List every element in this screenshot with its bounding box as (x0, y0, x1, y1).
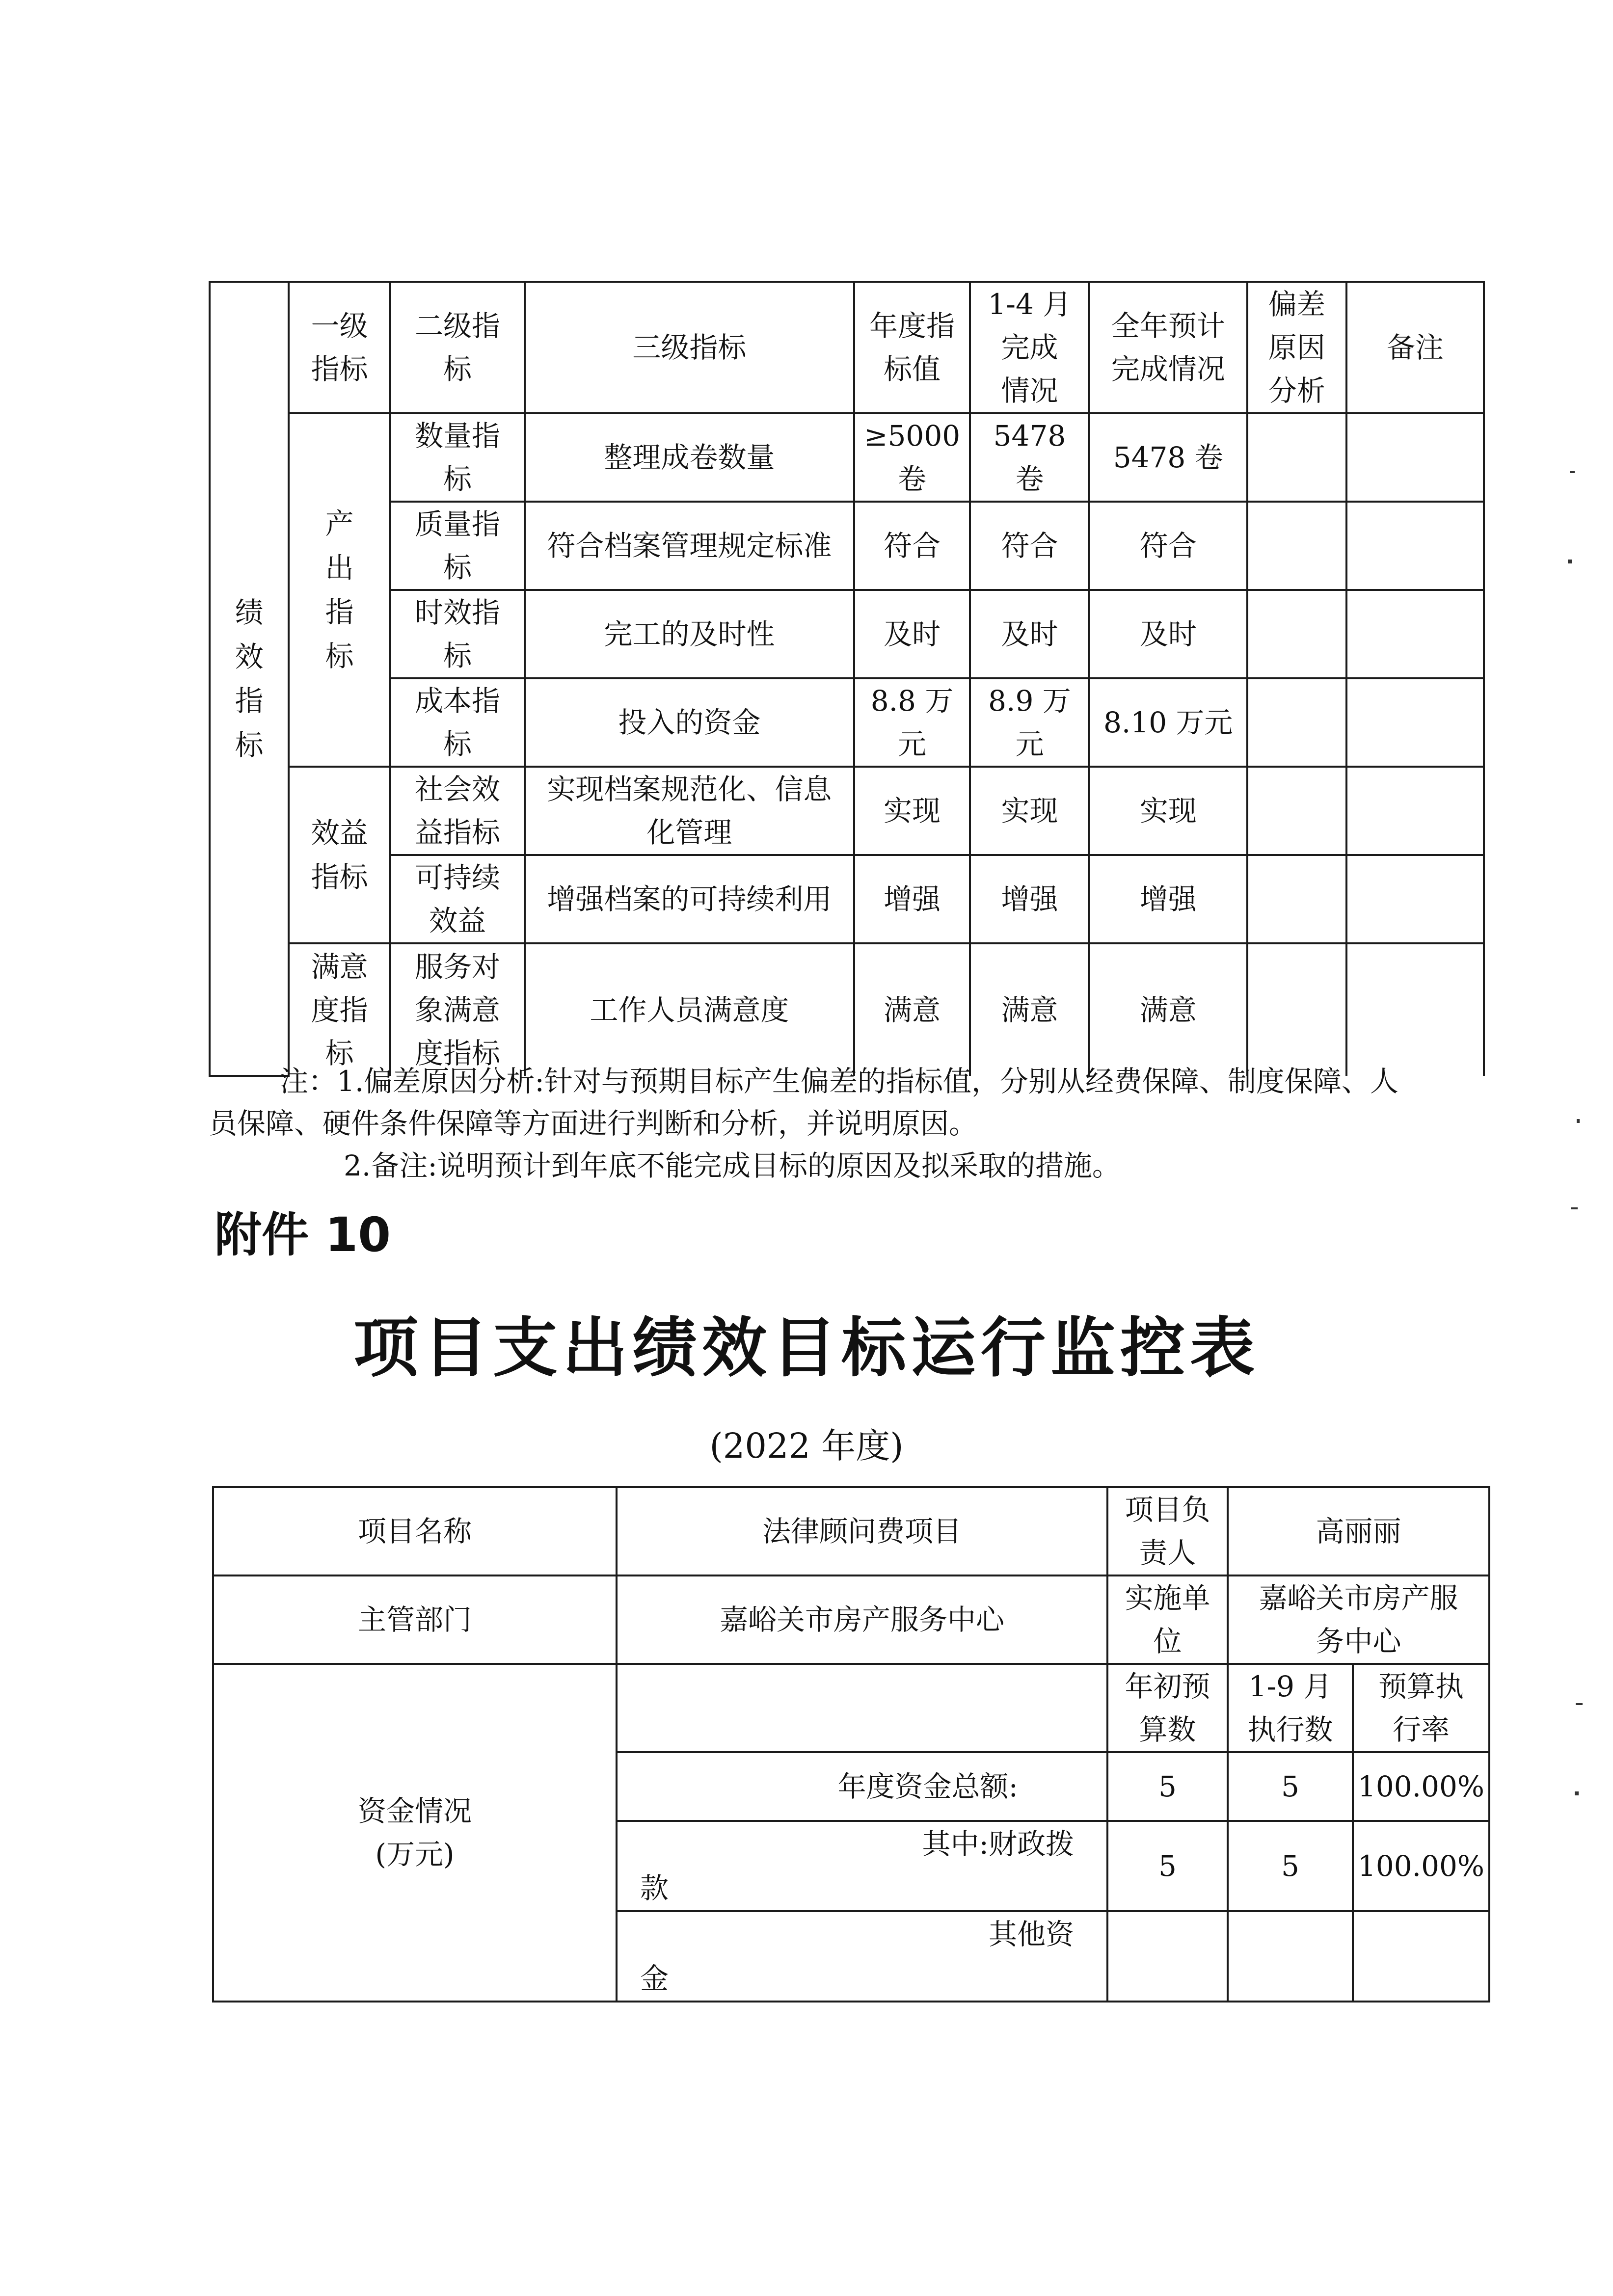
deviation-cell (1247, 413, 1346, 502)
deviation-cell (1247, 590, 1346, 678)
target-cell: ≥5000 卷 (854, 413, 970, 502)
level2-cell: 时效指 标 (390, 590, 525, 678)
other-label: 其他资 金 (617, 1911, 1107, 2002)
header-level2: 二级指 标 (390, 282, 525, 413)
total-exec: 5 (1228, 1752, 1353, 1821)
group-label-satisfaction: 满意 度指 标 (289, 943, 390, 1076)
remarks-cell (1346, 590, 1484, 678)
deviation-cell (1247, 767, 1346, 855)
done-cell: 5478 卷 (970, 413, 1089, 502)
scan-speck (1568, 560, 1572, 563)
funds-header-blank (617, 1664, 1107, 1752)
impl-label: 实施单 位 (1107, 1575, 1228, 1664)
done-cell: 满意 (970, 943, 1089, 1076)
target-cell: 增强 (854, 855, 970, 943)
header-full-year: 全年预计 完成情况 (1089, 282, 1247, 413)
done-cell: 符合 (970, 502, 1089, 590)
scan-speck (1577, 1119, 1580, 1123)
total-label: 年度资金总额: (617, 1752, 1107, 1821)
note-line-2: 员保障、硬件条件保障等方面进行判断和分析，并说明原因。 (209, 1107, 978, 1140)
level3-cell: 增强档案的可持续利用 (525, 855, 854, 943)
done-cell: 8.9 万 元 (970, 678, 1089, 767)
note-line-3: 2.备注:说明预计到年底不能完成目标的原因及拟采取的措施。 (344, 1149, 1121, 1182)
table-row (210, 678, 1484, 767)
level2-cell: 社会效 益指标 (390, 767, 525, 855)
scan-speck (1575, 1791, 1579, 1795)
fiscal-budget: 5 (1107, 1821, 1228, 1911)
project-name-label: 项目名称 (213, 1487, 617, 1575)
forecast-cell: 符合 (1089, 502, 1247, 590)
other-budget (1107, 1911, 1228, 2002)
level2-cell: 成本指 标 (390, 678, 525, 767)
page-title: 项目支出绩效目标运行监控表 (353, 1310, 1260, 1386)
header-annual-target: 年度指 标值 (854, 282, 970, 413)
target-cell: 及时 (854, 590, 970, 678)
attachment-label: 附件 10 (215, 1207, 391, 1262)
forecast-cell: 及时 (1089, 590, 1247, 678)
level3-cell: 整理成卷数量 (525, 413, 854, 502)
group-label-output: 产 出 指 标 (289, 413, 390, 767)
other-rate (1353, 1911, 1489, 2002)
funds-label: 资金情况 (万元) (213, 1664, 617, 2002)
header-jan-apr: 1-4 月 完成 情况 (970, 282, 1089, 413)
table-row (210, 502, 1484, 590)
remarks-cell (1346, 413, 1484, 502)
table-row (210, 943, 1484, 1076)
table-row (213, 1487, 1489, 1575)
scan-speck (1571, 1207, 1578, 1209)
target-cell: 符合 (854, 502, 970, 590)
forecast-cell: 增强 (1089, 855, 1247, 943)
table-row (213, 1664, 1489, 1752)
done-cell: 实现 (970, 767, 1089, 855)
col-exec: 1-9 月 执行数 (1228, 1664, 1353, 1752)
forecast-cell: 8.10 万元 (1089, 678, 1247, 767)
done-cell: 增强 (970, 855, 1089, 943)
level2-cell: 质量指 标 (390, 502, 525, 590)
header-remarks: 备注 (1346, 282, 1484, 413)
col-rate: 预算执 行率 (1353, 1664, 1489, 1752)
year-subtitle: (2022 年度) (709, 1426, 904, 1466)
remarks-cell (1346, 502, 1484, 590)
remarks-cell (1346, 855, 1484, 943)
target-cell: 实现 (854, 767, 970, 855)
fiscal-label: 其中:财政拨 款 (617, 1821, 1107, 1911)
dept-value: 嘉峪关市房产服务中心 (617, 1575, 1107, 1664)
table-row (210, 413, 1484, 502)
header-deviation: 偏差 原因 分析 (1247, 282, 1346, 413)
target-cell: 8.8 万 元 (854, 678, 970, 767)
other-exec (1228, 1911, 1353, 2002)
level3-cell: 完工的及时性 (525, 590, 854, 678)
level3-cell: 投入的资金 (525, 678, 854, 767)
group-label-performance: 绩 效 指 标 (210, 282, 289, 1076)
forecast-cell: 5478 卷 (1089, 413, 1247, 502)
col-budget: 年初预 算数 (1107, 1664, 1228, 1752)
level2-cell: 数量指 标 (390, 413, 525, 502)
table-row (210, 590, 1484, 678)
level3-cell: 符合档案管理规定标准 (525, 502, 854, 590)
table-row (213, 1575, 1489, 1664)
performance-indicator-table (209, 281, 1485, 1077)
total-budget: 5 (1107, 1752, 1228, 1821)
level2-cell: 服务对 象满意 度指标 (390, 943, 525, 1076)
deviation-cell (1247, 502, 1346, 590)
project-monitoring-table (212, 1486, 1490, 2002)
scan-speck (1570, 471, 1575, 473)
target-cell: 满意 (854, 943, 970, 1076)
deviation-cell (1247, 943, 1346, 1076)
header-level1: 一级 指标 (289, 282, 390, 413)
perf-header-row (210, 282, 1484, 413)
remarks-cell (1346, 767, 1484, 855)
table-row (210, 855, 1484, 943)
deviation-cell (1247, 678, 1346, 767)
fiscal-exec: 5 (1228, 1821, 1353, 1911)
project-name-value: 法律顾问费项目 (617, 1487, 1107, 1575)
table-row (210, 767, 1484, 855)
group-label-benefit: 效益 指标 (289, 767, 390, 943)
remarks-cell (1346, 678, 1484, 767)
fiscal-rate: 100.00% (1353, 1821, 1489, 1911)
level2-cell: 可持续 效益 (390, 855, 525, 943)
leader-value: 高丽丽 (1228, 1487, 1489, 1575)
level3-cell: 工作人员满意度 (525, 943, 854, 1076)
forecast-cell: 实现 (1089, 767, 1247, 855)
scan-speck (1576, 1703, 1583, 1705)
done-cell: 及时 (970, 590, 1089, 678)
header-level3: 三级指标 (525, 282, 854, 413)
impl-value: 嘉峪关市房产服 务中心 (1228, 1575, 1489, 1664)
remarks-cell (1346, 943, 1484, 1076)
deviation-cell (1247, 855, 1346, 943)
total-rate: 100.00% (1353, 1752, 1489, 1821)
leader-label: 项目负 责人 (1107, 1487, 1228, 1575)
forecast-cell: 满意 (1089, 943, 1247, 1076)
level3-cell: 实现档案规范化、信息 化管理 (525, 767, 854, 855)
note-line-1: 注：1.偏差原因分析:针对与预期目标产生偏差的指标值，分别从经费保障、制度保障、人 (280, 1065, 1398, 1098)
dept-label: 主管部门 (213, 1575, 617, 1664)
